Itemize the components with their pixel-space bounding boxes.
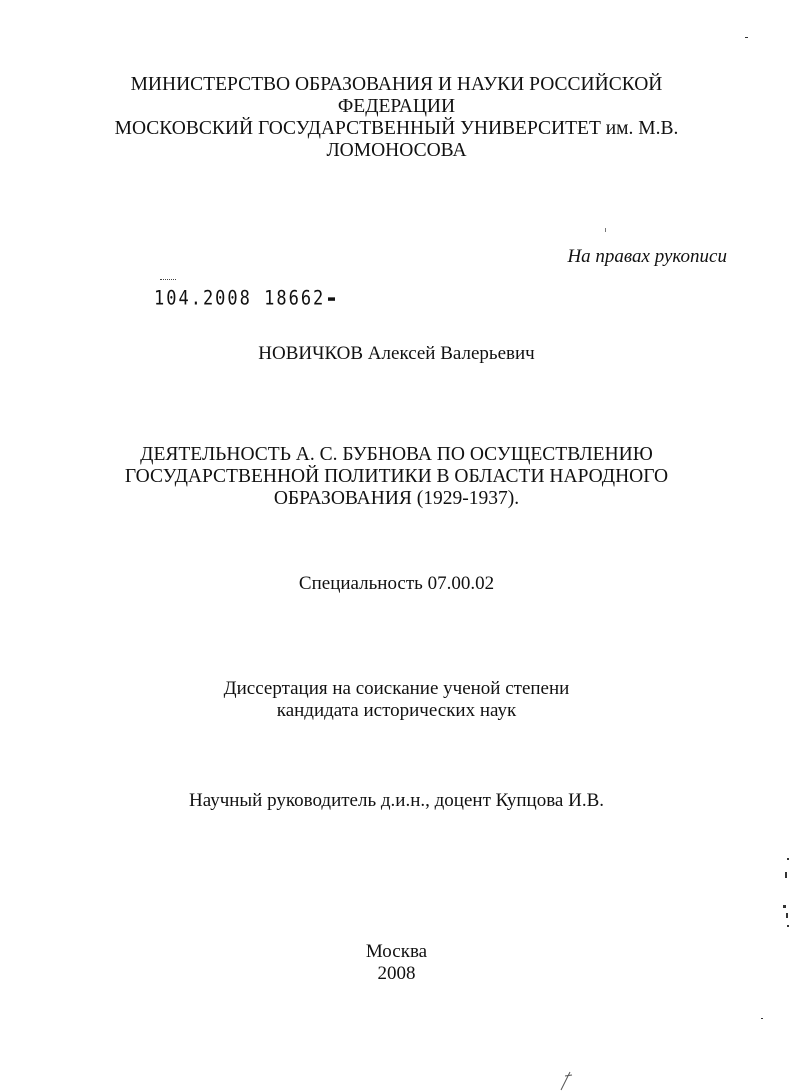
inventory-dash [328,297,335,300]
scan-speck [761,1018,763,1019]
pen-mark-icon [556,1070,576,1092]
scan-speck [745,37,748,38]
title-line-2: ГОСУДАРСТВЕННОЙ ПОЛИТИКИ В ОБЛАСТИ НАРОДНОГО [124,466,669,487]
scan-speck [786,913,788,918]
institution-header [0,74,793,162]
degree-line-2: кандидата исторических наук [276,700,517,721]
advisor-text: Научный руководитель д.и.н., доцент Купцова И.В. [189,790,604,811]
scan-speck [787,858,789,860]
degree-line-1: Диссертация на соискание ученой степени [223,678,570,699]
scientific-advisor [0,790,793,812]
inventory-mark [160,279,176,282]
specialty-text: Специальность 07.00.02 [298,573,495,594]
scan-speck [785,872,787,878]
place-and-year [0,941,793,985]
manuscript-note: На правах рукописи [567,246,727,267]
title-line-1: ДЕЯТЕЛЬНОСТЬ А. С. БУБНОВА ПО ОСУЩЕСТВЛЕНИЮ [140,444,653,465]
scan-speck [783,905,786,908]
year: 2008 [377,963,416,984]
inventory-stamp [154,287,335,310]
university-line-2: ЛОМОНОСОВА [326,140,467,161]
dissertation-title [0,444,793,510]
title-line-3: ОБРАЗОВАНИЯ (1929-1937). [273,488,520,509]
degree-statement [0,678,793,722]
university-line-1: МОСКОВСКИЙ ГОСУДАРСТВЕННЫЙ УНИВЕРСИТЕТ им. М.В. [114,118,679,139]
scan-speck [605,228,606,232]
scan-speck [787,925,789,927]
inventory-number: 104.2008 18662 [154,287,326,310]
city: Москва [365,941,428,962]
author-text: НОВИЧКОВ Алексей Валерьевич [258,343,535,364]
author-name [0,343,793,365]
ministry-line-1: МИНИСТЕРСТВО ОБРАЗОВАНИЯ И НАУКИ РОССИЙСКОЙ [130,74,663,95]
ministry-line-2: ФЕДЕРАЦИИ [337,96,456,117]
specialty [0,573,793,595]
